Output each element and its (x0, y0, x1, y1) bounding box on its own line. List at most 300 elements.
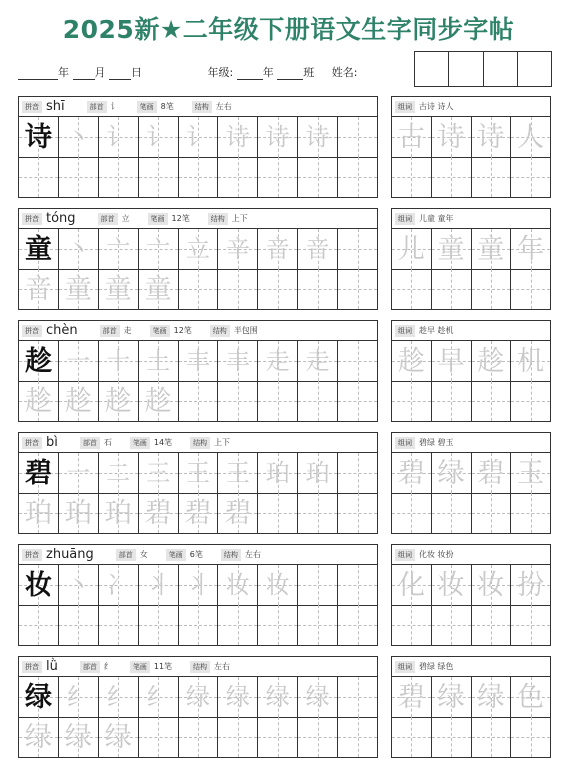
writing-cell[interactable] (218, 157, 258, 197)
writing-cell[interactable] (179, 605, 219, 645)
trace-character: 碧 (184, 497, 212, 529)
writing-cell[interactable] (338, 453, 377, 493)
word-cell[interactable] (472, 605, 512, 645)
word-cell[interactable] (472, 677, 512, 717)
word-cell[interactable] (511, 605, 550, 645)
word-cell[interactable] (392, 229, 432, 269)
radical-tag: 部首 (80, 661, 100, 673)
writing-cell[interactable] (59, 341, 99, 381)
word-cell[interactable] (392, 117, 432, 157)
model-character: 诗 (24, 121, 52, 153)
writing-cell[interactable] (59, 677, 99, 717)
trace-character: 绿 (24, 721, 52, 753)
stroke-step: 一 (66, 347, 91, 375)
word-header (392, 209, 550, 229)
word-cell[interactable] (472, 453, 512, 493)
writing-cell[interactable] (179, 565, 219, 605)
writing-cell[interactable] (59, 453, 99, 493)
words-tag: 组词 (395, 437, 415, 449)
model-character: 童 (24, 233, 52, 265)
stroke-step: 讠 (146, 123, 171, 151)
stroke-step: 绿 (186, 683, 210, 711)
stroke-step: 冫 (106, 571, 131, 599)
stroke-step: 二 (106, 459, 131, 487)
word-trace-character: 趁 (477, 345, 505, 377)
words-value: 碧绿 绿色 (419, 662, 454, 671)
writing-cell[interactable] (218, 717, 258, 757)
pinyin-value: lǜ (46, 659, 58, 674)
writing-cell[interactable] (338, 605, 377, 645)
word-trace-character: 诗 (477, 121, 505, 153)
writing-cell[interactable] (218, 269, 258, 309)
word-cell[interactable] (472, 493, 512, 533)
grade-suffix: 年 (262, 66, 274, 79)
word-block (391, 320, 551, 422)
word-cell[interactable] (392, 717, 432, 757)
word-cell[interactable] (472, 565, 512, 605)
word-cell[interactable] (511, 717, 550, 757)
words-tag: 组词 (395, 325, 415, 337)
writing-cell[interactable] (338, 229, 377, 269)
writing-cell[interactable] (298, 565, 338, 605)
word-cell[interactable] (432, 565, 472, 605)
word-trace-character: 妆 (477, 569, 505, 601)
word-cell[interactable] (511, 229, 550, 269)
words-value: 碧绿 碧玉 (419, 438, 454, 447)
writing-cell[interactable] (99, 157, 139, 197)
writing-cell[interactable] (59, 381, 99, 421)
structure-tag: 结构 (190, 661, 210, 673)
model-character: 妆 (24, 569, 52, 601)
practice-block (18, 96, 378, 198)
stroke-step: 绿 (265, 683, 290, 711)
writing-grid (19, 117, 377, 198)
writing-cell[interactable] (99, 453, 139, 493)
trace-character: 绿 (104, 721, 132, 753)
writing-cell[interactable] (99, 605, 139, 645)
word-trace-character: 碧 (397, 681, 425, 713)
model-character: 碧 (24, 457, 52, 489)
trace-character: 童 (64, 273, 92, 305)
word-cell[interactable] (432, 341, 472, 381)
writing-cell[interactable] (19, 117, 59, 157)
strokes-tag: 笔画 (137, 101, 157, 113)
word-cell[interactable] (432, 677, 472, 717)
writing-cell[interactable] (298, 157, 338, 197)
strokes-tag: 笔画 (150, 325, 170, 337)
practice-block (18, 432, 378, 534)
pinyin-value: chèn (46, 323, 78, 338)
word-trace-character: 诗 (437, 121, 465, 153)
strokes-value: 11笔 (153, 662, 173, 671)
writing-cell[interactable] (99, 677, 139, 717)
word-cell[interactable] (511, 269, 550, 309)
writing-cell[interactable] (338, 341, 377, 381)
stroke-step: 讠 (106, 123, 131, 151)
stroke-step: 土 (146, 347, 171, 375)
structure-tag: 结构 (208, 213, 228, 225)
word-trace-character: 年 (517, 233, 545, 265)
writing-cell[interactable] (59, 493, 99, 533)
stroke-step: 妆 (225, 571, 250, 599)
structure-tag: 结构 (190, 437, 210, 449)
word-trace-character: 绿 (437, 681, 465, 713)
stroke-step: 丬 (146, 571, 171, 599)
word-cell[interactable] (432, 381, 472, 421)
word-header (392, 97, 550, 117)
writing-cell[interactable] (59, 229, 99, 269)
writing-cell[interactable] (258, 229, 298, 269)
word-cell[interactable] (392, 493, 432, 533)
trace-character: 绿 (64, 721, 92, 753)
word-trace-character: 古 (397, 121, 425, 153)
character-header (19, 657, 377, 677)
writing-cell[interactable] (179, 453, 219, 493)
radical-value: 走 (123, 326, 132, 335)
word-cell[interactable] (432, 157, 472, 197)
words-value: 化妆 妆扮 (419, 550, 454, 559)
word-trace-character: 绿 (437, 457, 465, 489)
writing-cell[interactable] (258, 157, 298, 197)
word-cell[interactable] (432, 117, 472, 157)
word-grid (392, 453, 550, 534)
stroke-step: 亠 (146, 235, 171, 263)
word-header (392, 545, 550, 565)
writing-cell[interactable] (298, 381, 338, 421)
word-cell[interactable] (392, 565, 432, 605)
word-grid (392, 117, 550, 198)
writing-cell[interactable] (19, 565, 59, 605)
structure-tag: 结构 (221, 549, 241, 561)
writing-cell[interactable] (179, 677, 219, 717)
writing-cell[interactable] (179, 717, 219, 757)
word-trace-character: 化 (397, 569, 425, 601)
strokes-value: 14笔 (153, 438, 173, 447)
word-grid (392, 229, 550, 310)
word-grid (392, 565, 550, 646)
day-blank[interactable] (109, 67, 131, 80)
writing-cell[interactable] (139, 677, 179, 717)
stroke-step: 十 (106, 347, 131, 375)
writing-cell[interactable] (99, 381, 139, 421)
word-cell[interactable] (511, 493, 550, 533)
structure-value: 上下 (231, 214, 248, 223)
stroke-step: 音 (305, 235, 330, 263)
word-header (392, 657, 550, 677)
writing-cell[interactable] (19, 269, 59, 309)
writing-cell[interactable] (59, 717, 99, 757)
writing-cell[interactable] (218, 453, 258, 493)
writing-cell[interactable] (19, 453, 59, 493)
writing-cell[interactable] (99, 269, 139, 309)
writing-cell[interactable] (298, 453, 338, 493)
strokes-value: 12笔 (173, 326, 192, 335)
month-label: 月 (94, 66, 106, 79)
writing-cell[interactable] (139, 453, 179, 493)
grade-blank[interactable] (237, 67, 263, 80)
writing-cell[interactable] (298, 493, 338, 533)
trace-character: 趁 (104, 385, 132, 417)
word-trace-character: 趁 (397, 345, 425, 377)
word-trace-character: 机 (517, 345, 545, 377)
stroke-step: 王 (186, 459, 210, 487)
word-cell[interactable] (432, 493, 472, 533)
class-blank[interactable] (277, 67, 303, 80)
pinyin-tag: 拼音 (22, 437, 42, 449)
writing-cell[interactable] (19, 677, 59, 717)
stroke-step: 一 (66, 459, 91, 487)
word-cell[interactable] (432, 605, 472, 645)
writing-cell[interactable] (59, 605, 99, 645)
character-header (19, 209, 377, 229)
stroke-step: 绿 (225, 683, 250, 711)
writing-cell[interactable] (139, 381, 179, 421)
writing-cell[interactable] (179, 493, 219, 533)
stroke-step: 立 (186, 235, 210, 263)
stroke-step: 绿 (305, 683, 330, 711)
writing-cell[interactable] (298, 717, 338, 757)
writing-cell[interactable] (298, 117, 338, 157)
grade-label: 年级: (207, 66, 234, 79)
word-cell[interactable] (511, 341, 550, 381)
writing-cell[interactable] (139, 493, 179, 533)
trace-character: 珀 (24, 497, 52, 529)
stroke-step: 诗 (305, 123, 330, 151)
writing-cell[interactable] (258, 117, 298, 157)
writing-cell[interactable] (298, 677, 338, 717)
year-label: 年 (58, 66, 69, 79)
word-cell[interactable] (392, 677, 432, 717)
word-trace-character: 人 (517, 121, 545, 153)
words-value: 儿童 童年 (419, 214, 454, 223)
word-trace-character: 色 (517, 681, 545, 713)
name-boxes[interactable] (414, 51, 552, 87)
writing-cell[interactable] (338, 157, 377, 197)
radical-tag: 部首 (80, 437, 100, 449)
writing-cell[interactable] (258, 381, 298, 421)
trace-character: 趁 (24, 385, 52, 417)
writing-cell[interactable] (99, 565, 139, 605)
stroke-step: 走 (265, 347, 290, 375)
word-cell[interactable] (432, 717, 472, 757)
pinyin-value: tóng (46, 211, 76, 226)
words-tag: 组词 (395, 661, 415, 673)
writing-cell[interactable] (139, 117, 179, 157)
radical-value: 纟 (103, 662, 112, 671)
writing-cell[interactable] (139, 565, 179, 605)
words-tag: 组词 (395, 101, 415, 113)
writing-cell[interactable] (258, 453, 298, 493)
writing-cell[interactable] (179, 269, 219, 309)
stroke-step: 走 (305, 347, 330, 375)
word-cell[interactable] (511, 157, 550, 197)
writing-cell[interactable] (218, 677, 258, 717)
word-cell[interactable] (392, 269, 432, 309)
stroke-step: 纟 (146, 683, 171, 711)
writing-cell[interactable] (179, 117, 219, 157)
writing-cell[interactable] (179, 229, 219, 269)
character-header (19, 433, 377, 453)
trace-character: 童 (144, 273, 172, 305)
writing-cell[interactable] (99, 717, 139, 757)
writing-cell[interactable] (258, 565, 298, 605)
word-cell[interactable] (511, 381, 550, 421)
word-cell[interactable] (472, 229, 512, 269)
word-cell[interactable] (392, 605, 432, 645)
structure-tag: 结构 (192, 101, 212, 113)
writing-cell[interactable] (338, 117, 377, 157)
writing-cell[interactable] (338, 565, 377, 605)
word-header (392, 433, 550, 453)
writing-cell[interactable] (218, 117, 258, 157)
word-cell[interactable] (432, 269, 472, 309)
words-value: 趁早 趁机 (419, 326, 454, 335)
stroke-step: 丶 (66, 571, 91, 599)
writing-cell[interactable] (179, 157, 219, 197)
structure-value: 左右 (214, 662, 231, 671)
writing-cell[interactable] (338, 677, 377, 717)
writing-cell[interactable] (179, 381, 219, 421)
writing-grid (19, 565, 377, 646)
word-cell[interactable] (432, 453, 472, 493)
radical-tag: 部首 (100, 325, 120, 337)
writing-cell[interactable] (99, 493, 139, 533)
stroke-step: 纟 (66, 683, 91, 711)
word-cell[interactable] (511, 117, 550, 157)
stroke-step: 辛 (225, 235, 250, 263)
strokes-tag: 笔画 (166, 549, 186, 561)
model-character: 趁 (24, 345, 52, 377)
pinyin-value: zhuāng (46, 547, 94, 562)
writing-cell[interactable] (19, 157, 59, 197)
writing-cell[interactable] (59, 565, 99, 605)
word-cell[interactable] (472, 157, 512, 197)
trace-character: 童 (104, 273, 132, 305)
word-trace-character: 绿 (477, 681, 505, 713)
writing-cell[interactable] (258, 717, 298, 757)
writing-cell[interactable] (218, 341, 258, 381)
word-cell[interactable] (472, 117, 512, 157)
writing-cell[interactable] (139, 341, 179, 381)
writing-cell[interactable] (298, 269, 338, 309)
writing-cell[interactable] (338, 269, 377, 309)
word-cell[interactable] (392, 381, 432, 421)
writing-grid (19, 229, 377, 310)
word-trace-character: 妆 (437, 569, 465, 601)
strokes-value: 6笔 (189, 550, 203, 559)
writing-cell[interactable] (218, 229, 258, 269)
pinyin-tag: 拼音 (22, 661, 42, 673)
writing-cell[interactable] (139, 605, 179, 645)
word-cell[interactable] (511, 677, 550, 717)
word-cell[interactable] (472, 341, 512, 381)
pinyin-value: bì (46, 435, 58, 450)
month-blank[interactable] (73, 67, 95, 80)
model-character: 绿 (24, 681, 52, 713)
writing-cell[interactable] (258, 605, 298, 645)
writing-cell[interactable] (99, 229, 139, 269)
word-cell[interactable] (511, 565, 550, 605)
stroke-step: 珀 (265, 459, 290, 487)
structure-value: 左右 (215, 102, 232, 111)
writing-cell[interactable] (19, 605, 59, 645)
writing-cell[interactable] (298, 341, 338, 381)
year-blank[interactable] (18, 67, 58, 80)
writing-cell[interactable] (19, 381, 59, 421)
radical-tag: 部首 (116, 549, 136, 561)
character-header (19, 97, 377, 117)
pinyin-tag: 拼音 (22, 101, 42, 113)
stroke-step: 王 (225, 459, 250, 487)
writing-cell[interactable] (179, 341, 219, 381)
writing-cell[interactable] (338, 381, 377, 421)
writing-cell[interactable] (139, 717, 179, 757)
writing-cell[interactable] (139, 229, 179, 269)
writing-cell[interactable] (139, 157, 179, 197)
writing-cell[interactable] (258, 677, 298, 717)
writing-cell[interactable] (338, 493, 377, 533)
writing-cell[interactable] (298, 605, 338, 645)
word-cell[interactable] (472, 717, 512, 757)
word-cell[interactable] (392, 341, 432, 381)
writing-cell[interactable] (258, 493, 298, 533)
writing-cell[interactable] (258, 341, 298, 381)
writing-cell[interactable] (218, 565, 258, 605)
writing-cell[interactable] (218, 605, 258, 645)
word-cell[interactable] (472, 381, 512, 421)
word-trace-character: 扮 (517, 569, 545, 601)
structure-value: 左右 (244, 550, 261, 559)
writing-cell[interactable] (258, 269, 298, 309)
practice-block (18, 656, 378, 758)
writing-cell[interactable] (59, 269, 99, 309)
word-cell[interactable] (392, 453, 432, 493)
practice-block (18, 544, 378, 646)
radical-value: 石 (103, 438, 112, 447)
radical-value: 讠 (110, 102, 119, 111)
character-header (19, 321, 377, 341)
writing-cell[interactable] (99, 117, 139, 157)
stroke-step: 丬 (186, 571, 210, 599)
pinyin-tag: 拼音 (22, 213, 42, 225)
writing-cell[interactable] (19, 229, 59, 269)
writing-cell[interactable] (59, 117, 99, 157)
word-cell[interactable] (472, 269, 512, 309)
word-cell[interactable] (392, 157, 432, 197)
word-grid (392, 341, 550, 422)
word-trace-character: 童 (477, 233, 505, 265)
structure-value: 上下 (214, 438, 231, 447)
stroke-step: 珀 (305, 459, 330, 487)
strokes-tag: 笔画 (130, 661, 150, 673)
strokes-tag: 笔画 (130, 437, 150, 449)
writing-cell[interactable] (19, 717, 59, 757)
writing-cell[interactable] (218, 493, 258, 533)
word-cell[interactable] (432, 229, 472, 269)
word-header (392, 321, 550, 341)
writing-cell[interactable] (19, 341, 59, 381)
word-cell[interactable] (511, 453, 550, 493)
writing-cell[interactable] (19, 493, 59, 533)
writing-cell[interactable] (59, 157, 99, 197)
word-block (391, 544, 551, 646)
writing-cell[interactable] (338, 717, 377, 757)
word-block (391, 432, 551, 534)
writing-cell[interactable] (139, 269, 179, 309)
writing-cell[interactable] (218, 381, 258, 421)
writing-cell[interactable] (298, 229, 338, 269)
writing-cell[interactable] (99, 341, 139, 381)
